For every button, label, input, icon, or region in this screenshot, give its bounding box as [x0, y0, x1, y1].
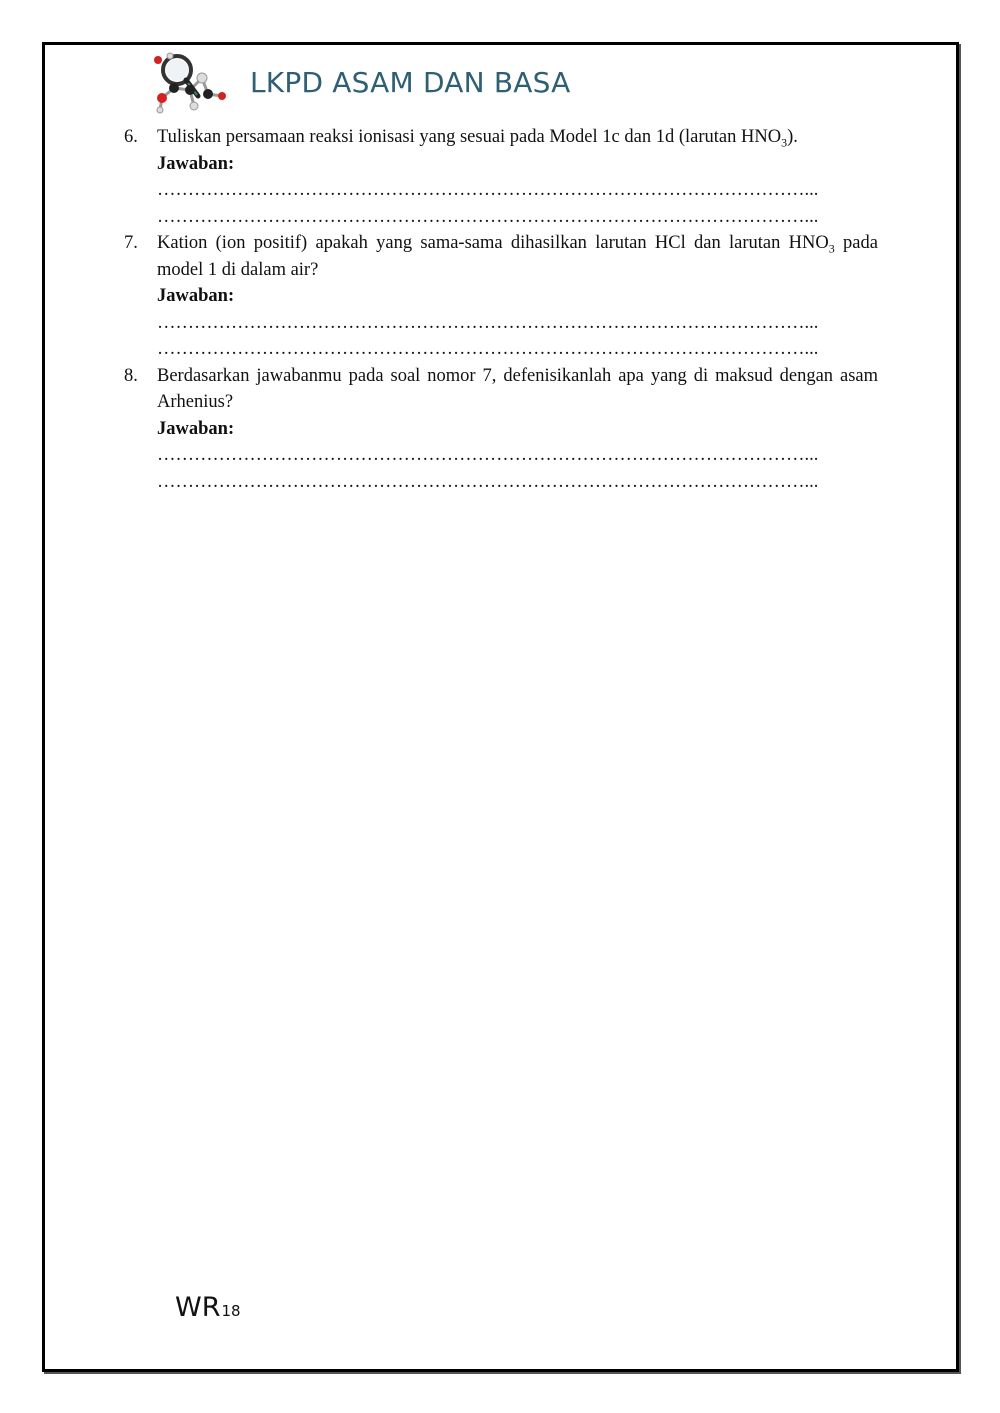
question-body	[157, 363, 878, 496]
answer-line[interactable]: ……………………………………………………………………………………………...	[157, 471, 819, 492]
molecule-magnifier-icon	[150, 50, 232, 114]
answer-line[interactable]: ……………………………………………………………………………………………...	[157, 339, 819, 359]
question-8	[124, 363, 878, 496]
question-text	[157, 124, 878, 151]
question-text	[157, 363, 878, 416]
question-body	[157, 230, 878, 363]
footer-initials: WR	[175, 1292, 221, 1323]
answer-line[interactable]: ……………………………………………………………………………………………...	[157, 312, 819, 333]
answer-label: Jawaban:	[157, 153, 235, 174]
subscript: 3	[781, 135, 788, 150]
header	[150, 50, 570, 114]
question-text-part: pada model 1 di dalam air?	[157, 233, 878, 280]
question-number: 8.	[124, 365, 138, 386]
answer-line[interactable]: ……………………………………………………………………………………………...	[157, 445, 819, 465]
question-body	[157, 124, 878, 230]
question-7	[124, 230, 878, 363]
question-text-part: Kation (ion positif) apakah yang sama-sama dihasilkan larutan HCl dan larutan HNO	[157, 233, 829, 253]
question-text-part: Tuliskan persamaan reaksi ionisasi yang sesuai pada Model 1c dan 1d (larutan HNO	[157, 127, 782, 147]
footer	[175, 1292, 241, 1323]
question-list	[124, 124, 878, 495]
question-text-part: Berdasarkan jawabanmu pada soal nomor 7, defenisikanlah apa yang di maksud dengan asam Arhenius?	[157, 365, 878, 412]
answer-line[interactable]: ……………………………………………………………………………………………...	[157, 180, 819, 200]
subscript: 3	[828, 241, 835, 256]
question-text	[157, 230, 878, 283]
question-number: 7.	[124, 233, 138, 253]
page-number: 18	[221, 1302, 241, 1320]
answer-line[interactable]: ……………………………………………………………………………………………...	[157, 206, 819, 227]
question-text-part: ).	[787, 127, 798, 147]
question-number: 6.	[124, 127, 138, 147]
question-6	[124, 124, 878, 230]
document-title: LKPD ASAM DAN BASA	[250, 65, 571, 99]
answer-label: Jawaban:	[157, 286, 235, 306]
answer-label: Jawaban:	[157, 418, 235, 439]
